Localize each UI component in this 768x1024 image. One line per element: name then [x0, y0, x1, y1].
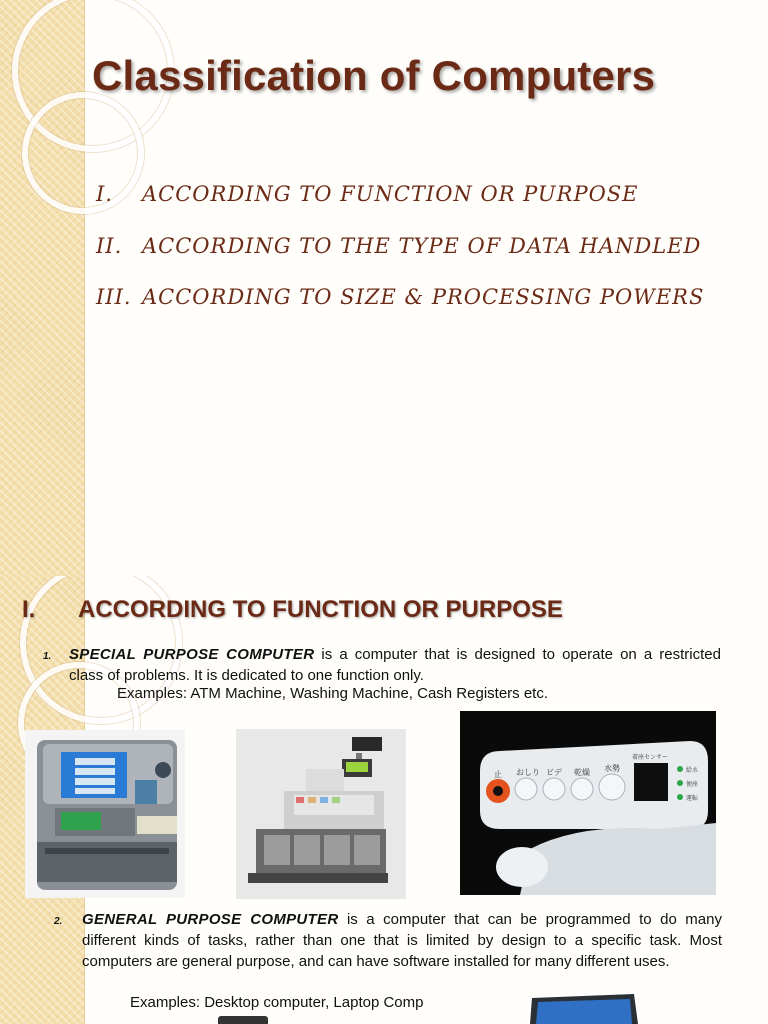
panel-label: 運転 — [686, 795, 699, 802]
item-number: 1. — [43, 651, 52, 662]
slide-title: Classification of Computers — [92, 52, 656, 99]
heading-text: ACCORDING TO FUNCTION OR PURPOSE — [78, 596, 563, 623]
panel-label: 着座センサー — [632, 754, 669, 761]
list-item — [96, 234, 704, 286]
toilet-control-panel-photo — [460, 711, 716, 895]
slide-2 — [0, 576, 768, 1024]
desktop-photo — [218, 1016, 268, 1024]
list-text: ACCORDING TO FUNCTION OR PURPOSE — [142, 182, 639, 206]
list-number: II. — [96, 233, 123, 258]
cash-register-photo — [236, 729, 406, 899]
list-item — [96, 285, 704, 337]
special-purpose-paragraph — [43, 644, 721, 686]
classification-list — [96, 182, 704, 337]
general-purpose-paragraph — [54, 909, 722, 972]
list-text: ACCORDING TO THE TYPE OF DATA HANDLED — [142, 233, 702, 258]
list-text: ACCORDING TO SIZE & PROCESSING POWERS — [142, 285, 705, 309]
item-number: 2. — [54, 916, 63, 927]
definition-text: is a computer that is designed to operate on a restricted class of problems. It is dedicated to one function only. — [69, 646, 721, 684]
examples-text: Examples: ATM Machine, Washing Machine, Cash Registers etc. — [117, 685, 549, 702]
panel-label: 乾燥 — [574, 768, 590, 777]
laptop-photo — [526, 992, 646, 1024]
definition-text: is a computer that can be programmed to do many different kinds of tasks, rather than one that is limited by design to a specific task. Most computers are general purpose, and can have software installed for many different uses. — [82, 911, 722, 970]
term: GENERAL PURPOSE COMPUTER — [82, 911, 339, 928]
panel-label: おしり — [516, 768, 540, 777]
section-heading — [22, 596, 563, 624]
heading-number: I. — [22, 596, 36, 623]
panel-label: ビデ — [546, 768, 562, 777]
atm-machine-photo — [25, 730, 185, 898]
list-item — [96, 182, 704, 234]
panel-label: 止 — [494, 770, 502, 779]
panel-label: 便座 — [686, 781, 699, 788]
list-number: III. — [96, 285, 132, 309]
examples-text: Examples: Desktop computer, Laptop Comp — [130, 994, 424, 1011]
panel-label: 給水 — [686, 767, 699, 774]
list-number: I. — [96, 182, 113, 206]
term: SPECIAL PURPOSE COMPUTER — [69, 646, 315, 663]
panel-label: 水勢 — [604, 764, 620, 773]
